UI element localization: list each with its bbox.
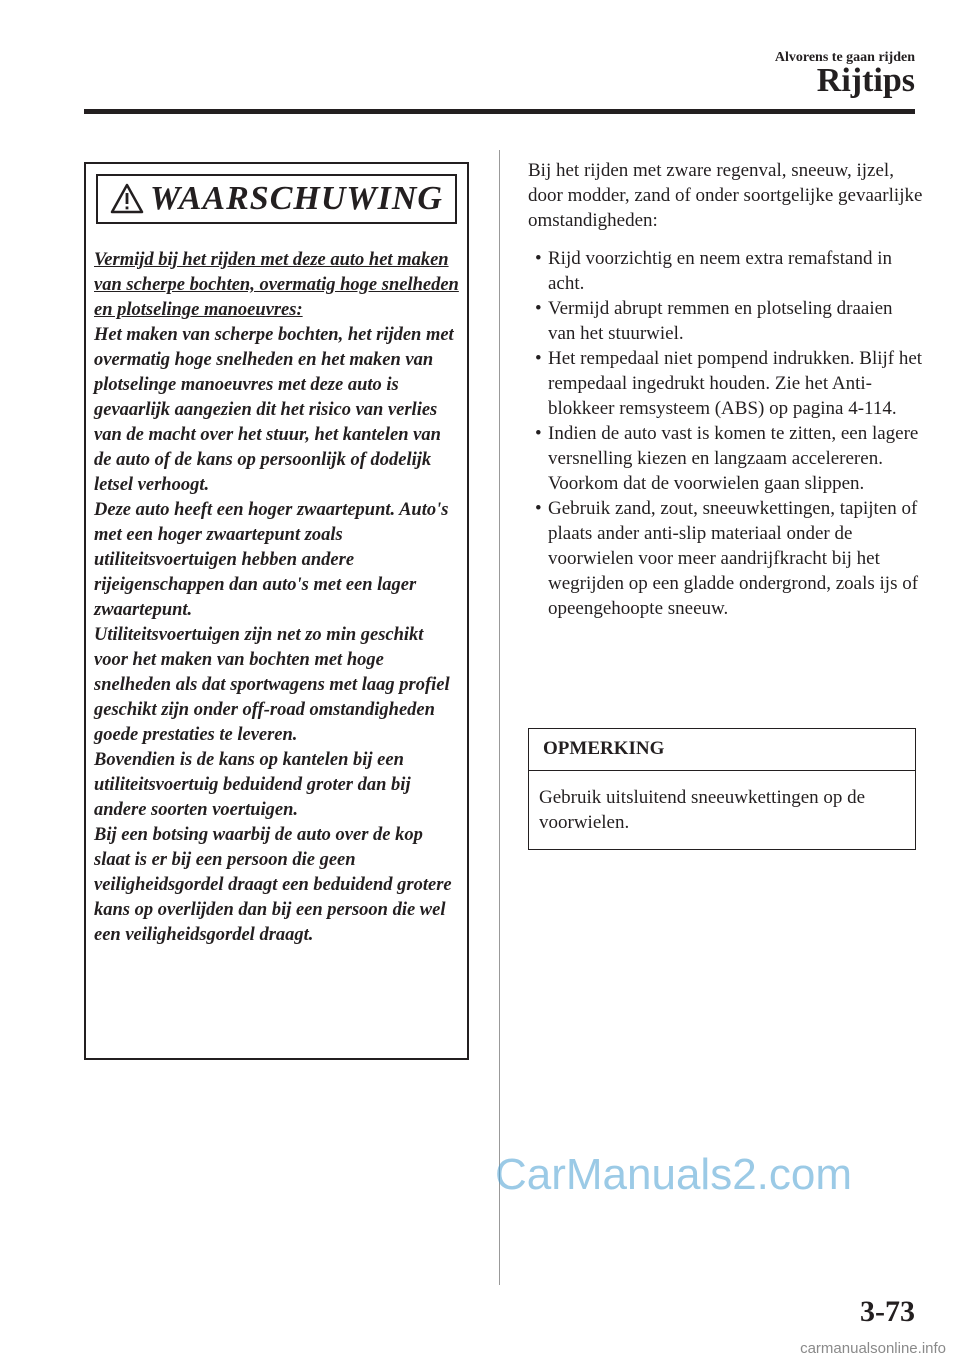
- list-item: [528, 496, 923, 621]
- note-box: [528, 728, 916, 850]
- bullet-icon: •: [535, 498, 542, 519]
- warning-paragraph: Deze auto heeft een hoger zwaartepunt. Auto's met een hoger zwaartepunt zoals utiliteitsvoertuigen hebben andere rijeigenschappen dan auto's met een lager zwaartepunt.: [94, 500, 449, 620]
- warning-paragraph: Utiliteitsvoertuigen zijn net zo min geschikt voor het maken van bochten met hoge snelheden als dat sportwagens met laag profiel geschikt zijn onder off-road omstandigheden goede prestaties te leveren.: [94, 625, 450, 745]
- page-number: 3-73: [860, 1295, 915, 1328]
- warning-title: WAARSCHUWING: [150, 180, 443, 217]
- warning-paragraph: Bovendien is de kans op kantelen bij een utiliteitsvoertuig beduidend groter dan bij andere soorten voertuigen.: [94, 750, 411, 820]
- watermark: CarManuals2.com: [495, 1150, 853, 1199]
- warning-box: [84, 162, 469, 1060]
- section-title: Alvorens te gaan rijden: [774, 50, 915, 65]
- list-item-text: Het rempedaal niet pompend indrukken. Blijf het rempedaal ingedrukt houden. Zie het Anti-blokkeer remsysteem (ABS) op pagina 4-114.: [548, 348, 923, 419]
- list-item-text: Vermijd abrupt remmen en plotseling draaien van het stuurwiel.: [548, 298, 893, 344]
- footer-watermark: carmanualsonline.info: [800, 1340, 946, 1357]
- note-title: OPMERKING: [529, 729, 915, 771]
- header-divider: [84, 109, 915, 114]
- bullet-icon: •: [535, 298, 542, 319]
- page-title: Rijtips: [816, 62, 915, 99]
- driving-conditions-intro: Bij het rijden met zware regenval, sneeuw, ijzel, door modder, zand of onder soortgelijke gevaarlijke omstandigheden:: [528, 160, 923, 231]
- note-text: Gebruik uitsluitend sneeuwkettingen op de voorwielen.: [539, 787, 866, 833]
- column-divider: [499, 150, 500, 1285]
- list-item: [528, 346, 923, 421]
- warning-intro: Vermijd bij het rijden met deze auto het maken van scherpe bochten, overmatig hoge snelheden en plotselinge manoeuvres:: [94, 250, 459, 320]
- warning-body: [86, 224, 467, 948]
- warning-paragraph: Bij een botsing waarbij de auto over de kop slaat is er bij een persoon die geen veiligheidsgordel draagt een beduidend grotere kans op overlijden dan bij een persoon die wel een veiligheidsgordel draagt.: [94, 825, 452, 945]
- bullet-icon: •: [535, 248, 542, 269]
- list-item-text: Indien de auto vast is komen te zitten, een lagere versnelling kiezen en langzaam accelereren. Voorkom dat de voorwielen gaan slippen.: [548, 423, 919, 494]
- warning-triangle-icon: [110, 183, 144, 215]
- bullet-icon: •: [535, 423, 542, 444]
- tips-list: [528, 246, 923, 621]
- right-column: [528, 158, 923, 621]
- warning-paragraph: Het maken van scherpe bochten, het rijden met overmatig hoge snelheden en het maken van plotselinge manoeuvres met deze auto is gevaarlijk aangezien dit het risico van verlies van de macht over het stuur, het kantelen van de auto of de kans op persoonlijk of dodelijk letsel verhoogt.: [94, 325, 454, 495]
- list-item: [528, 421, 923, 496]
- warning-header: [96, 174, 457, 224]
- list-item: [528, 296, 923, 346]
- list-item: [528, 246, 923, 296]
- list-item-text: Gebruik zand, zout, sneeuwkettingen, tapijten of plaats ander anti-slip materiaal onder de voorwielen voor meer aandrijfkracht bij het wegrijden op een gladde ondergrond, zoals ijs of opeengehoopte sneeuw.: [548, 498, 919, 619]
- list-item-text: Rijd voorzichtig en neem extra remafstand in acht.: [548, 248, 892, 294]
- bullet-icon: •: [535, 348, 542, 369]
